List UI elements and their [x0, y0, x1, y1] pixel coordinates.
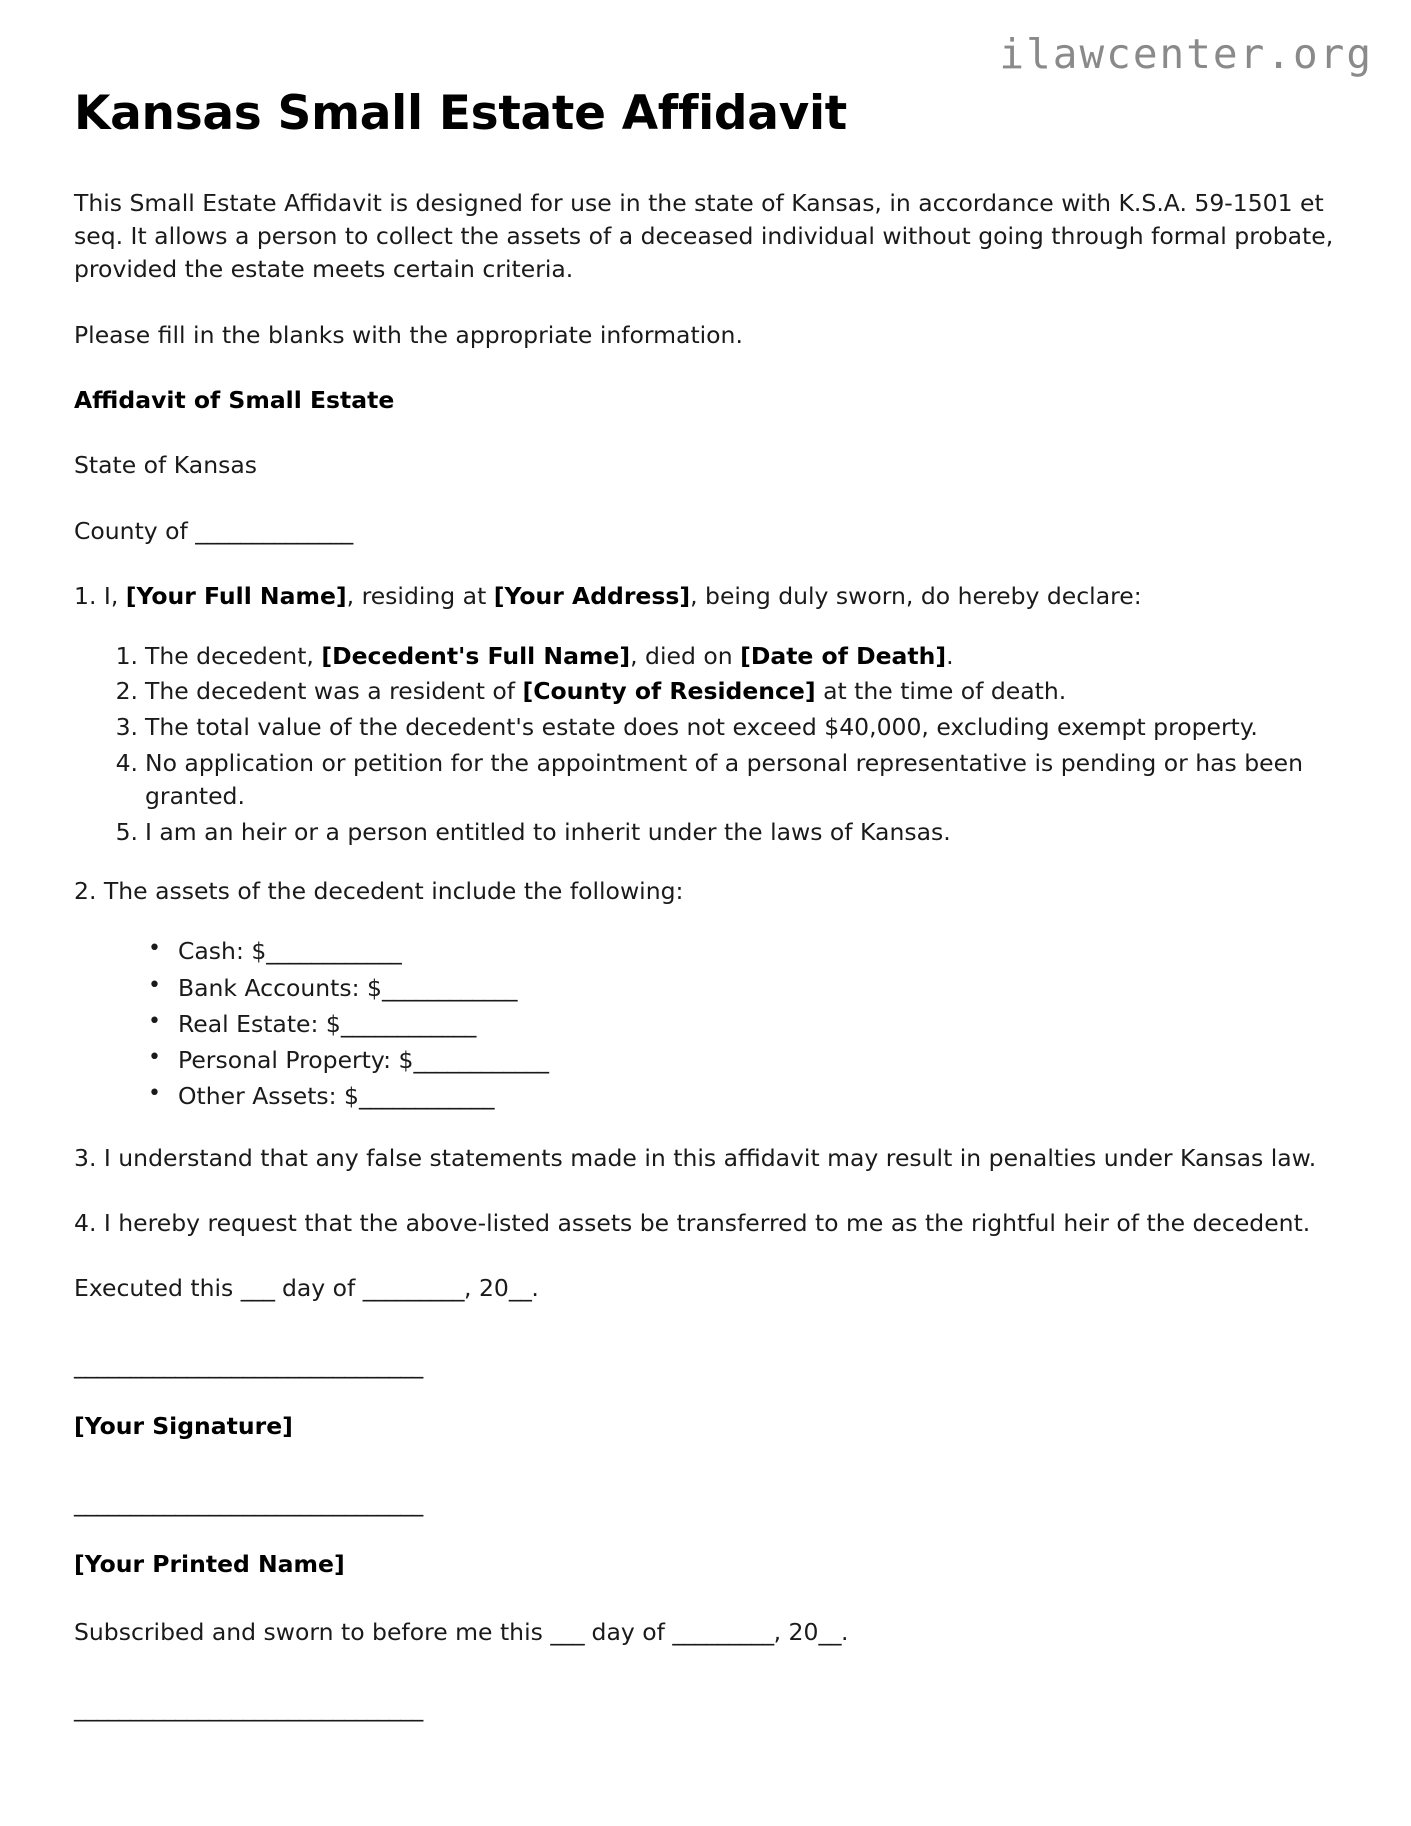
county-blank[interactable]: ______________: [195, 516, 353, 545]
item1-tail: , being duly sworn, do hereby declare:: [690, 582, 1142, 611]
list-item: [110, 747, 1339, 813]
item1-mid: , residing at: [346, 582, 494, 611]
item1-lead: I,: [103, 582, 126, 611]
asset-blank[interactable]: ____________: [359, 1082, 495, 1111]
assets-heading: 2. The assets of the decedent include the following:: [74, 876, 684, 905]
asset-label: Personal Property: $: [178, 1046, 414, 1075]
signature-line-1[interactable]: _______________________________: [74, 1350, 423, 1379]
notary-month-blank[interactable]: _________: [672, 1617, 774, 1646]
declaration-item-3: 3. I understand that any false statements made in this affidavit may result in penalties under Kansas law.: [74, 1143, 1317, 1172]
list-item: [148, 971, 1339, 1005]
subitem-pre: The decedent,: [145, 641, 322, 670]
item1-number: 1.: [74, 582, 104, 611]
notary-day-blank[interactable]: ___: [550, 1617, 585, 1646]
county-of-residence-placeholder: [County of Residence]: [522, 677, 816, 706]
asset-label: Cash: $: [178, 937, 267, 966]
asset-blank[interactable]: ____________: [266, 937, 402, 966]
list-item: [148, 934, 1339, 968]
list-item: [110, 640, 1339, 673]
subitem-pre: The total value of the decedent's estate does not exceed $40,000, excluding exempt property.: [145, 713, 1258, 742]
county-line: [74, 515, 1339, 548]
execution-suffix: .: [531, 1274, 539, 1303]
decedent-name-placeholder: [Decedent's Full Name]: [321, 641, 631, 670]
execution-prefix: Executed this: [74, 1274, 241, 1303]
execution-day-blank[interactable]: ___: [240, 1274, 275, 1303]
your-full-name-placeholder: [Your Full Name]: [125, 582, 347, 611]
notary-year-prefix: , 20: [773, 1617, 819, 1646]
notary-year-blank[interactable]: __: [818, 1617, 841, 1646]
notary-signature-line[interactable]: _______________________________: [74, 1693, 423, 1722]
your-signature-label: [Your Signature]: [74, 1412, 293, 1441]
list-item: [110, 711, 1339, 744]
execution-line: [74, 1272, 1339, 1305]
execution-year-blank[interactable]: __: [508, 1274, 532, 1303]
declaration-item-1: [74, 580, 1339, 613]
subitem-mid: , died on: [630, 641, 741, 670]
declaration-item-4: 4. I hereby request that the above-listed assets be transferred to me as the rightful heir of the decedent.: [74, 1209, 1311, 1238]
asset-blank[interactable]: ____________: [340, 1009, 476, 1038]
notary-middle: day of: [584, 1617, 673, 1646]
list-item: [148, 1079, 1339, 1113]
notary-suffix: .: [840, 1617, 849, 1646]
notary-line: [74, 1616, 1339, 1649]
subitem-pre: No application or petition for the appointment of a personal representative is pending or has been granted.: [145, 749, 1303, 811]
subitem-post: .: [946, 641, 954, 670]
instruction-paragraph: Please fill in the blanks with the appropriate information.: [74, 320, 743, 349]
asset-blank[interactable]: ____________: [381, 973, 517, 1002]
list-item: [110, 816, 1339, 849]
section-heading: Affidavit of Small Estate: [74, 386, 395, 415]
asset-label: Other Assets: $: [178, 1082, 360, 1111]
state-line: State of Kansas: [74, 451, 257, 480]
execution-month-blank[interactable]: _________: [362, 1274, 465, 1303]
asset-label: Bank Accounts: $: [178, 973, 382, 1002]
county-label: County of: [74, 516, 196, 545]
page-title: Kansas Small Estate Affidavit: [74, 86, 847, 141]
date-of-death-placeholder: [Date of Death]: [740, 641, 947, 670]
signature-line-2[interactable]: _______________________________: [74, 1488, 423, 1517]
subitem-pre: The decedent was a resident of: [145, 677, 523, 706]
your-printed-name-label: [Your Printed Name]: [74, 1550, 345, 1579]
your-address-placeholder: [Your Address]: [493, 582, 691, 611]
declaration-sublist: [74, 640, 1339, 849]
assets-list: [74, 934, 1339, 1113]
site-watermark: ilawcenter.org: [999, 30, 1373, 78]
asset-blank[interactable]: ____________: [413, 1046, 549, 1075]
asset-label: Real Estate: $: [178, 1009, 341, 1038]
list-item: [148, 1007, 1339, 1041]
list-item: [110, 675, 1339, 708]
intro-paragraph: This Small Estate Affidavit is designed for use in the state of Kansas, in accordance with K.S.A. 59-1501 et seq. It allows a person to collect the assets of a deceased individual without going through formal probate, provided the estate meets certain criteria.: [74, 188, 1334, 284]
execution-middle: day of: [274, 1274, 363, 1303]
execution-year-prefix: , 20: [464, 1274, 509, 1303]
subitem-mid: at the time of death.: [815, 677, 1067, 706]
list-item: [148, 1043, 1339, 1077]
subitem-pre: I am an heir or a person entitled to inherit under the laws of Kansas.: [145, 817, 951, 846]
notary-prefix: Subscribed and sworn to before me this: [74, 1617, 551, 1646]
